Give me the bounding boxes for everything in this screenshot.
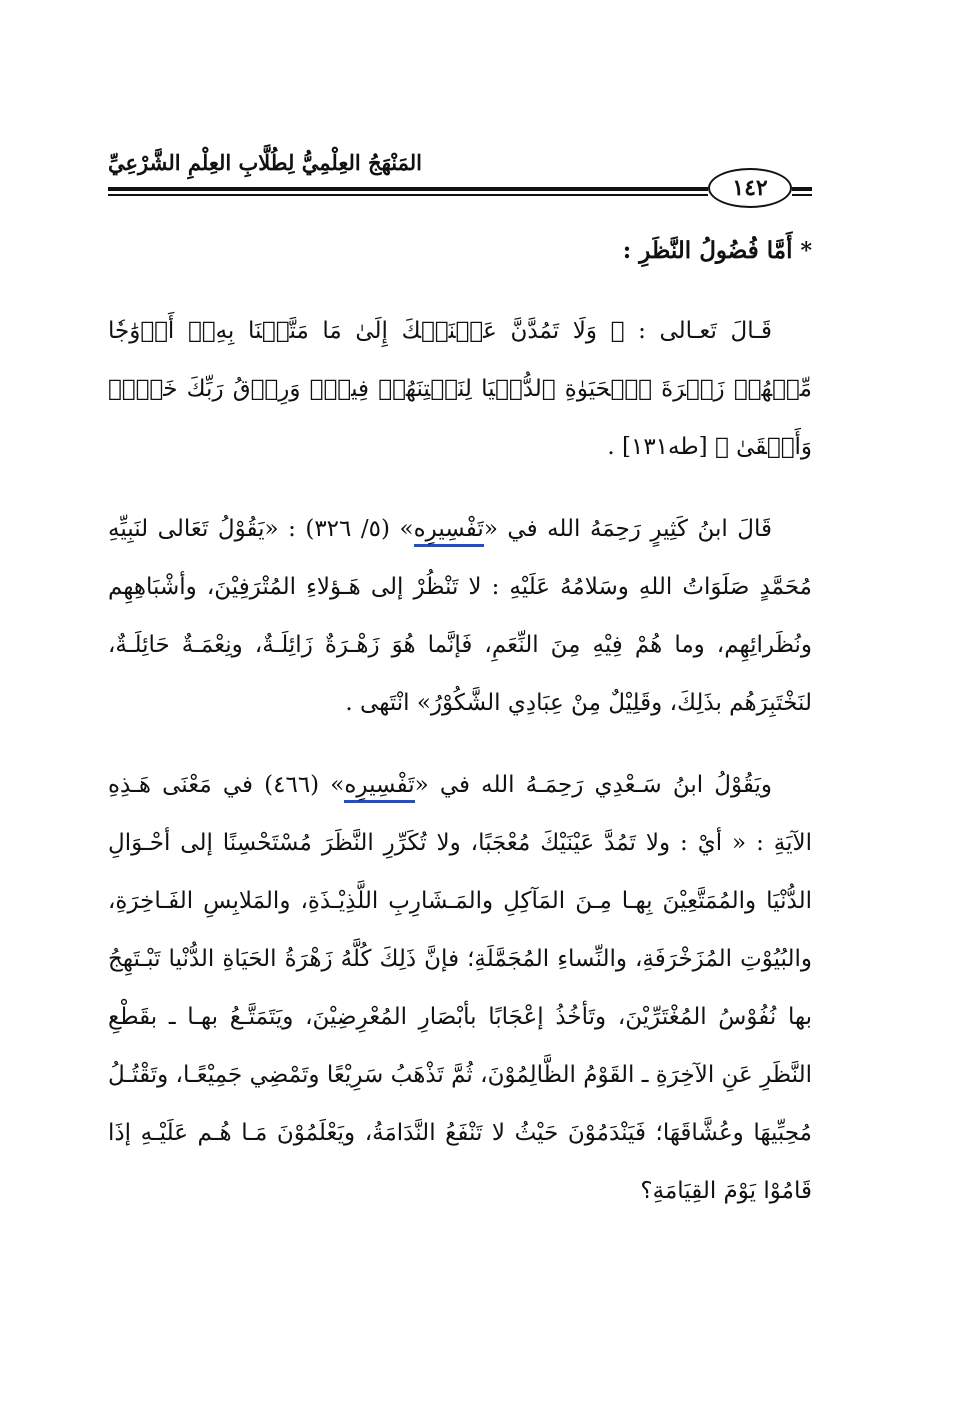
- quran-verse: ﴿ وَلَا تَمُدَّنَّ عَيۡنَيۡكَ إِلَىٰ مَا مَتَّعۡنَا بِهِۦٓ أَزۡوَٰجٗا مِّنۡهُمۡ زَهۡرَةَ ٱلۡحَيَوٰةِ ٱلدُّنۡيَا لِنَفۡتِنَهُمۡ فِيهِۚ وَرِزۡقُ رَبِّكَ خَيۡرٞ وَأَبۡقَىٰ ﴾: [108, 318, 812, 460]
- quran-intro: قَـالَ تَعـالى :: [638, 318, 772, 344]
- ibn-saadi-paragraph: [108, 756, 812, 1220]
- star-bullet-icon: *: [800, 238, 812, 264]
- page-header: [108, 140, 812, 204]
- section-heading-text: أَمَّا فُضُولُ النَّظَرِ :: [622, 237, 793, 264]
- tafsir-link-ibn-saadi[interactable]: تَفْسِيرِه: [344, 772, 414, 803]
- ibn-kathir-before-link: قَالَ ابنُ كَثِيرٍ رَحِمَهُ الله في «: [483, 516, 772, 542]
- page-body: [108, 222, 812, 1244]
- ibn-kathir-paragraph: [108, 500, 812, 732]
- ibn-saadi-after-link: » (٤٦٦) في مَعْنَى هَـذِهِ الآيَةِ : « أيْ : ولا تَمُدَّ عَيْنَيْكَ مُعْجَبًا، ولا تُكَرِّرِ النَّظَرَ مُسْتَحْسِنًا إلى أحْـوَالِ الدُّنْيَا والمُمَتَّعِيْنَ بِهـا مِـنَ المَآكِلِ والمَـشَارِبِ اللَّذِيْـذَةِ، والمَلابِسِ الفَـاخِرَةِ، والبُيُوْتِ المُزَخْرَفَةِ، والنِّساءِ المُجَمَّلَةِ؛ فإنَّ ذَلِكَ كُلَّهُ زَهْرَةُ الحَيَاةِ الدُّنْيا تَبْـتَهِجُ بها نُفُوْسُ المُغْتَرِّيْنَ، وتَأخُذُ إعْجَابًا بأبْصَارِ المُعْرِضِيْنَ، ويَتَمَتَّـعُ بهـا ـ بقَطْعِ النَّظَرِ عَنِ الآخِرَةِ ـ القَوْمُ الظَّالِمُوْنَ، ثُمَّ تَذْهَبُ سَرِيْعًا وتَمْضِي جَمِيْعًـا، وتَقْتُـلُ مُحِبِّيهَا وعُشَّاقَهَا؛ فَيَنْدَمُوْنَ حَيْثُ لا تَنْفَعُ النَّدَامَةُ، ويَعْلَمُوْنَ مَـا هُـم عَلَيْـهِ إذَا قَامُوْا يَوْمَ القِيَامَةِ؟: [108, 772, 812, 1204]
- header-rule-right-thin: [792, 194, 812, 196]
- header-rule-thick: [108, 187, 708, 191]
- ibn-saadi-before-link: ويَقُوْلُ ابنُ سَـعْدِي رَحِمَـهُ الله في «: [414, 772, 773, 798]
- header-rule-right-thick: [792, 187, 812, 191]
- page-number: ١٤٢: [708, 168, 792, 208]
- header-rule-thin: [108, 194, 708, 196]
- verse-reference: [طه١٣١] .: [607, 434, 708, 460]
- ibn-kathir-after-link: » (٥/ ٣٢٦) : «يَقُوْلُ تَعَالى لنَبِيِّهِ مُحَمَّدٍ صَلَوَاتُ اللهِ وسَلامُهُ عَلَيْهِ : لا تَنْظُرْ إلى هَـؤلاءِ المُتْرَفِيْنَ، وأشْبَاهِهِم ونُظَرائِهِم، وما هُمْ فِيْهِ مِنَ النِّعَمِ، فَإنَّما هُوَ زَهْـرَةٌ زَائِلَـةٌ، ونِعْمَـةٌ حَائِلَـةٌ، لنَخْتَبِرَهُم بذَلِكَ، وقَلِيْلٌ مِنْ عِبَادِي الشَّكُوْرُ» انْتَهى .: [108, 516, 812, 716]
- section-heading: [108, 222, 812, 280]
- tafsir-link-ibn-kathir[interactable]: تَفْسِيرِه: [414, 516, 484, 547]
- quran-paragraph: [108, 302, 812, 476]
- book-title: المَنْهَجُ العِلْمِيُّ لِطُلَّابِ العِلْمِ الشَّرْعِيِّ: [108, 150, 422, 175]
